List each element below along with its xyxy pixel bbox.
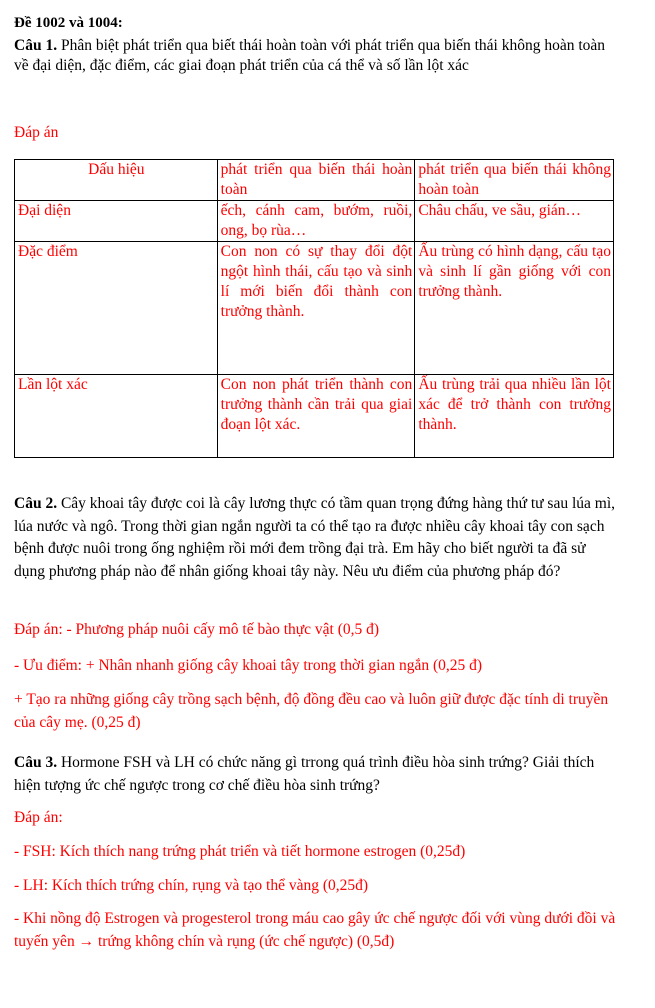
table-cell: Lần lột xác (15, 375, 218, 458)
table-header-row (15, 160, 614, 201)
table-cell: Ấu trùng có hình dạng, cấu tạo và sinh lí gần giống với con trưởng thành. (415, 242, 614, 375)
answer-1-label: Đáp án (14, 124, 59, 141)
table-header-cell: phát triển qua biến thái không hoàn toàn (415, 160, 614, 201)
question-2-label: Câu 2. (14, 495, 58, 512)
answer-3-label: Đáp án: (14, 809, 63, 826)
table-cell: Đặc điểm (15, 242, 218, 375)
table-row (15, 201, 614, 242)
table-header-cell: phát triển qua biến thái hoàn toàn (217, 160, 415, 201)
answer-3-fsh: - FSH: Kích thích nang trứng phát triển và tiết hormone estrogen (0,25đ) (14, 843, 466, 860)
answer-3-feedback: - Khi nồng độ Estrogen và progesterol trong máu cao gây ức chế ngược đối với vùng dưới đồi và tuyến yên → trứng không chín và rụng (ức chế ngược) (0,5đ) (14, 910, 616, 950)
exam-heading: Đề 1002 và 1004: (14, 15, 123, 31)
question-2 (14, 493, 618, 583)
table-row (15, 242, 614, 375)
question-1 (14, 36, 618, 76)
answer-2-advantage-2: + Tạo ra những giống cây trồng sạch bệnh, độ đồng đều cao và luôn giữ được đặc tính di truyền của cây mẹ. (0,25 đ) (14, 691, 609, 731)
table-cell: Con non phát triển thành con trưởng thành cần trải qua giai đoạn lột xác. (217, 375, 415, 458)
answer-3-lh: - LH: Kích thích trứng chín, rụng và tạo thể vàng (0,25đ) (14, 877, 369, 894)
answer-2-advantage-1: - Ưu điểm: + Nhân nhanh giống cây khoai tây trong thời gian ngắn (0,25 đ) (14, 657, 483, 674)
table-row (15, 375, 614, 458)
table-header-cell: Dấu hiệu (15, 160, 218, 201)
table-cell: Châu chấu, ve sầu, gián… (415, 201, 614, 242)
question-1-text: Phân biệt phát triển qua biết thái hoàn toàn với phát triển qua biến thái không hoàn toàn về đại diện, đặc điểm, các giai đoạn phát triển của cá thể và số lần lột xác (14, 37, 606, 74)
table-cell: Ấu trùng trải qua nhiều lần lột xác để trở thành con trưởng thành. (415, 375, 614, 458)
question-3-text: Hormone FSH và LH có chức năng gì trrong quá trình điều hòa sinh trứng? Giải thích hiện tượng ức chế ngược trong cơ chế điều hòa sinh trứng? (14, 754, 595, 794)
question-2-text: Cây khoai tây được coi là cây lương thực có tầm quan trọng đứng hàng thứ tư sau lúa mì, lúa nước và ngô. Trong thời gian ngắn người ta có thể tạo ra được nhiều cây khoai tây con sạch bệnh được nuôi trong ống nghiệm rồi mới đem trồng đại trà. Em hãy cho biết người ta đã sử dụng phương pháp nào để nhân giống khoai tây này. Nêu ưu điểm của phương pháp đó? (14, 495, 616, 580)
question-3 (14, 752, 618, 797)
table-cell: Đại diện (15, 201, 218, 242)
table-cell: ếch, cánh cam, bướm, ruồi, ong, bọ rùa… (217, 201, 415, 242)
question-1-label: Câu 1. (14, 37, 58, 54)
comparison-table (14, 159, 614, 458)
answer-2-method: Đáp án: - Phương pháp nuôi cấy mô tế bào thực vật (0,5 đ) (14, 621, 380, 638)
table-cell: Con non có sự thay đổi đột ngột hình thái, cấu tạo và sinh lí mới biến đổi thành con trưởng thành. (217, 242, 415, 375)
question-3-label: Câu 3. (14, 754, 58, 771)
